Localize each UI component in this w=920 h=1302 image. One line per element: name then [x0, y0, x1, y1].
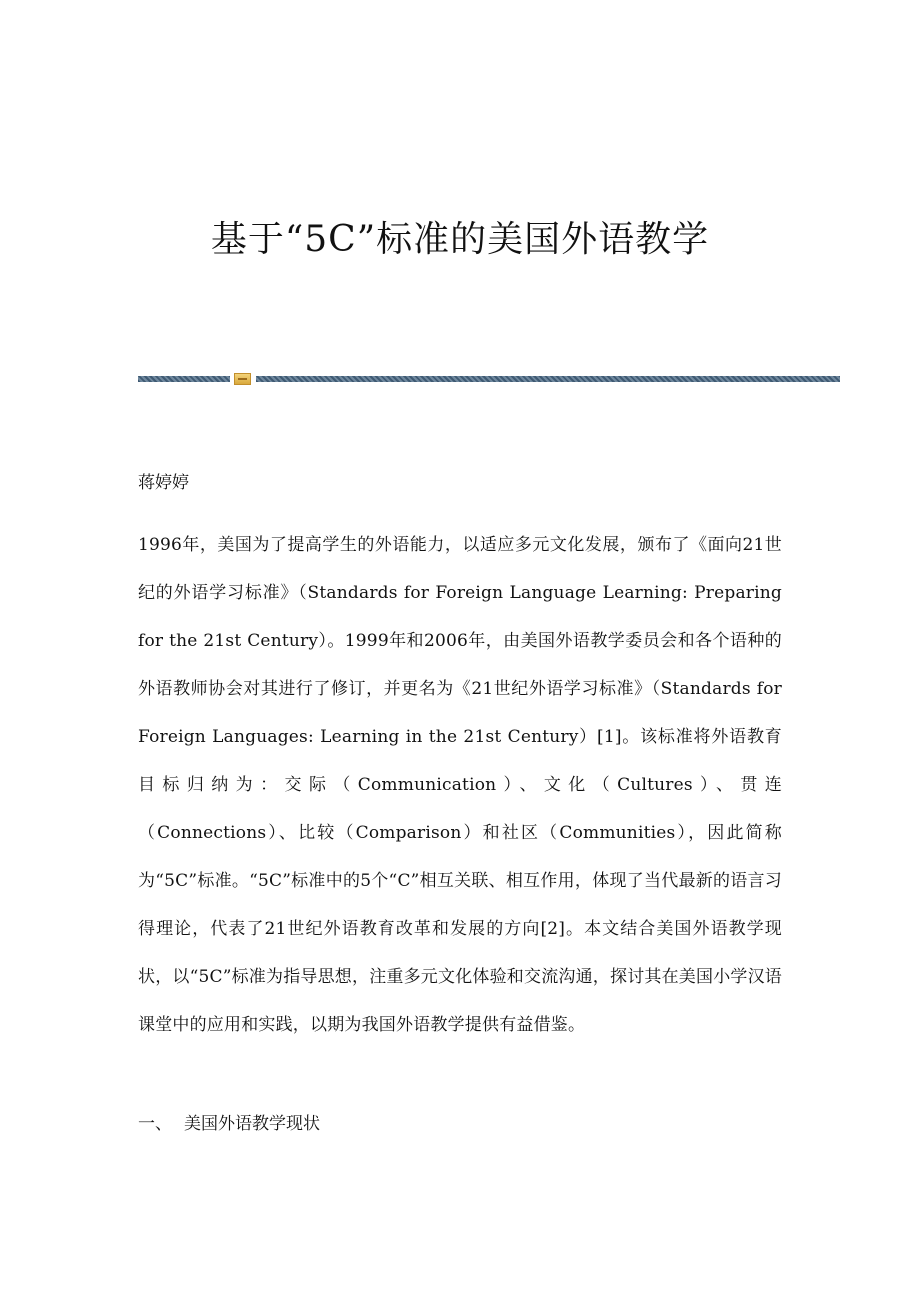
section-number: 一、	[138, 1114, 172, 1134]
section-heading	[138, 1110, 320, 1138]
section-heading-text: 美国外语教学现状	[184, 1114, 320, 1134]
divider-ornament-icon	[234, 373, 251, 385]
body-paragraph: 1996年，美国为了提高学生的外语能力，以适应多元文化发展，颁布了《面向21世纪的外语学习标准》（Standards for Foreign Language Learning: Preparing for the 21st Century）。1999年和2006年，由美国外语教学委员会和各个语种的外语教师协会对其进行了修订，并更名为《21世纪外语学习标准》（Standards for Foreign Languages: Learning in the 21st Century）[1]。该标准将外语教育目标归纳为：交际（Communication）、文化（Cultures）、贯连（Connections）、比较（Comparison）和社区（Communities），因此简称为“5C”标准。“5C”标准中的5个“C”相互关联、相互作用，体现了当代最新的语言习得理论，代表了21世纪外语教育改革和发展的方向[2]。本文结合美国外语教学现状，以“5C”标准为指导思想，注重多元文化体验和交流沟通，探讨其在美国小学汉语课堂中的应用和实践，以期为我国外语教学提供有益借鉴。	[138, 535, 783, 1035]
page-title: 基于“5C”标准的美国外语教学	[210, 219, 710, 260]
divider-bar-right	[256, 376, 840, 382]
divider-bar-left	[138, 376, 230, 382]
title-divider	[138, 374, 840, 384]
author-name: 蒋婷婷	[138, 473, 189, 493]
